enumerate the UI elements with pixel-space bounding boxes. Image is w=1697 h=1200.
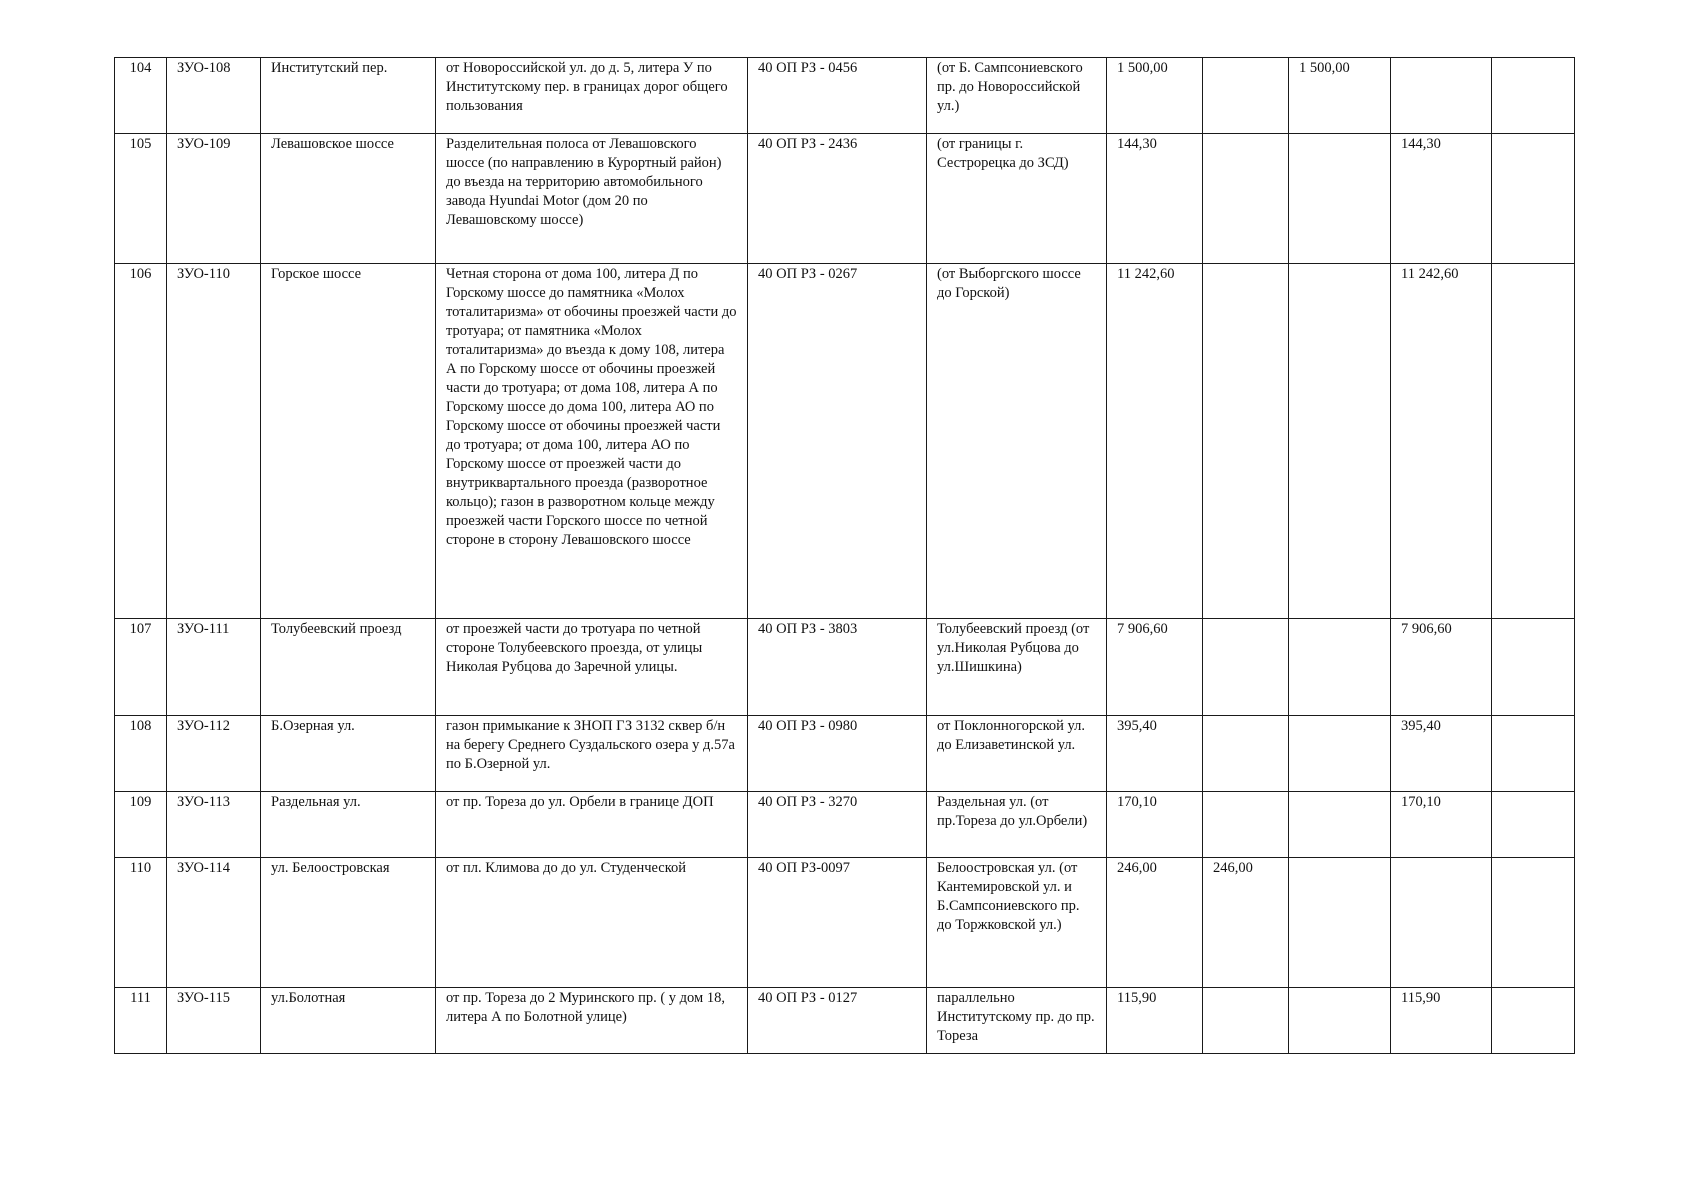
cell-road-id: 40 ОП РЗ - 0267 <box>748 264 927 619</box>
cell-area-column-11 <box>1492 988 1575 1054</box>
cell-street-name: Б.Озерная ул. <box>261 716 436 792</box>
cell-area-column-9 <box>1289 619 1391 716</box>
cell-area-column-8: 246,00 <box>1203 858 1289 988</box>
cell-area-column-11 <box>1492 264 1575 619</box>
cell-road-id: 40 ОП РЗ - 0127 <box>748 988 927 1054</box>
cell-object-code: ЗУО-114 <box>167 858 261 988</box>
cell-road-section: (от Выборгского шоссе до Горской) <box>927 264 1107 619</box>
cell-location-description: Четная сторона от дома 100, литера Д по Горскому шоссе до памятника «Молох тоталитаризма» от обочины проезжей части до тротуара; от памятника «Молох тоталитаризма» до въезда к дому 108, литера А по Горскому шоссе от обочины проезжей части до тротуара; от дома 108, литера А по Горскому шоссе до дома 100, литера АО по Горскому шоссе от обочины проезжей части до тротуара; от дома 100, литера АО по Горскому шоссе от проезжей части до внутриквартального проезда (разворотное кольцо); газон в разворотном кольце между проезжей части Горского шоссе по четной стороне в сторону Левашовского шоссе <box>436 264 748 619</box>
cell-row-number: 111 <box>115 988 167 1054</box>
cell-area-column-10 <box>1391 858 1492 988</box>
cell-area-column-9 <box>1289 264 1391 619</box>
cell-street-name: Институтский пер. <box>261 58 436 134</box>
cell-area-column-10: 115,90 <box>1391 988 1492 1054</box>
cell-area-column-10: 395,40 <box>1391 716 1492 792</box>
cell-area-column-9 <box>1289 858 1391 988</box>
green-zones-registry-table <box>114 57 1575 1054</box>
cell-area-column-11 <box>1492 619 1575 716</box>
cell-area-total: 395,40 <box>1107 716 1203 792</box>
cell-road-section: Белоостровская ул. (от Кантемировской ул. и Б.Сампсониевского пр. до Торжковской ул.) <box>927 858 1107 988</box>
cell-road-section: от Поклонногорской ул. до Елизаветинской ул. <box>927 716 1107 792</box>
cell-object-code: ЗУО-110 <box>167 264 261 619</box>
table-row <box>115 988 1575 1054</box>
cell-area-column-11 <box>1492 134 1575 264</box>
table-body <box>115 58 1575 1054</box>
cell-object-code: ЗУО-113 <box>167 792 261 858</box>
cell-area-column-9 <box>1289 988 1391 1054</box>
cell-area-column-10: 11 242,60 <box>1391 264 1492 619</box>
cell-street-name: ул.Болотная <box>261 988 436 1054</box>
cell-street-name: Горское шоссе <box>261 264 436 619</box>
cell-location-description: от Новороссийской ул. до д. 5, литера У по Институтскому пер. в границах дорог общего пользования <box>436 58 748 134</box>
cell-area-total: 144,30 <box>1107 134 1203 264</box>
cell-area-column-8 <box>1203 792 1289 858</box>
cell-area-total: 1 500,00 <box>1107 58 1203 134</box>
table-row <box>115 58 1575 134</box>
cell-location-description: от пл. Климова до до ул. Студенческой <box>436 858 748 988</box>
cell-area-column-11 <box>1492 858 1575 988</box>
cell-street-name: Раздельная ул. <box>261 792 436 858</box>
cell-object-code: ЗУО-111 <box>167 619 261 716</box>
table-row <box>115 792 1575 858</box>
cell-road-id: 40 ОП РЗ - 0980 <box>748 716 927 792</box>
cell-area-column-8 <box>1203 716 1289 792</box>
cell-area-column-11 <box>1492 792 1575 858</box>
cell-area-total: 115,90 <box>1107 988 1203 1054</box>
cell-row-number: 108 <box>115 716 167 792</box>
cell-road-id: 40 ОП РЗ - 2436 <box>748 134 927 264</box>
cell-area-column-9 <box>1289 716 1391 792</box>
cell-street-name: Толубеевский проезд <box>261 619 436 716</box>
table-row <box>115 858 1575 988</box>
cell-area-column-10 <box>1391 58 1492 134</box>
cell-object-code: ЗУО-115 <box>167 988 261 1054</box>
cell-row-number: 104 <box>115 58 167 134</box>
cell-road-section: параллельно Институтскому пр. до пр. Тореза <box>927 988 1107 1054</box>
cell-area-column-8 <box>1203 134 1289 264</box>
cell-row-number: 105 <box>115 134 167 264</box>
cell-area-total: 170,10 <box>1107 792 1203 858</box>
cell-area-column-9 <box>1289 134 1391 264</box>
cell-road-section: (от границы г. Сестрорецка до ЗСД) <box>927 134 1107 264</box>
cell-area-column-9: 1 500,00 <box>1289 58 1391 134</box>
cell-road-id: 40 ОП РЗ - 3270 <box>748 792 927 858</box>
cell-location-description: от пр. Тореза до 2 Муринского пр. ( у дом 18, литера А по Болотной улице) <box>436 988 748 1054</box>
cell-area-column-8 <box>1203 988 1289 1054</box>
cell-area-total: 7 906,60 <box>1107 619 1203 716</box>
cell-row-number: 107 <box>115 619 167 716</box>
cell-area-total: 11 242,60 <box>1107 264 1203 619</box>
cell-area-column-10: 170,10 <box>1391 792 1492 858</box>
cell-area-column-10: 144,30 <box>1391 134 1492 264</box>
cell-street-name: Левашовское шоссе <box>261 134 436 264</box>
table-row <box>115 716 1575 792</box>
cell-road-section: (от Б. Сампсониевского пр. до Новороссийской ул.) <box>927 58 1107 134</box>
cell-row-number: 106 <box>115 264 167 619</box>
cell-area-column-10: 7 906,60 <box>1391 619 1492 716</box>
cell-row-number: 110 <box>115 858 167 988</box>
cell-location-description: газон примыкание к ЗНОП ГЗ 3132 сквер б/н на берегу Среднего Суздальского озера у д.57а по Б.Озерной ул. <box>436 716 748 792</box>
cell-area-column-8 <box>1203 264 1289 619</box>
cell-road-section: Раздельная ул. (от пр.Тореза до ул.Орбели) <box>927 792 1107 858</box>
cell-area-column-11 <box>1492 58 1575 134</box>
cell-location-description: от проезжей части до тротуара по четной стороне Толубеевского проезда, от улицы Николая Рубцова до Заречной улицы. <box>436 619 748 716</box>
cell-road-id: 40 ОП РЗ-0097 <box>748 858 927 988</box>
table-row <box>115 264 1575 619</box>
cell-object-code: ЗУО-108 <box>167 58 261 134</box>
table-row <box>115 619 1575 716</box>
cell-road-id: 40 ОП РЗ - 0456 <box>748 58 927 134</box>
cell-area-column-9 <box>1289 792 1391 858</box>
cell-row-number: 109 <box>115 792 167 858</box>
cell-area-total: 246,00 <box>1107 858 1203 988</box>
cell-street-name: ул. Белоостровская <box>261 858 436 988</box>
cell-object-code: ЗУО-112 <box>167 716 261 792</box>
cell-location-description: от пр. Тореза до ул. Орбели в границе ДОП <box>436 792 748 858</box>
cell-area-column-11 <box>1492 716 1575 792</box>
cell-area-column-8 <box>1203 619 1289 716</box>
cell-area-column-8 <box>1203 58 1289 134</box>
cell-location-description: Разделительная полоса от Левашовского шоссе (по направлению в Курортный район) до въезда на территорию автомобильного завода Hyundai Motor (дом 20 по Левашовскому шоссе) <box>436 134 748 264</box>
cell-road-id: 40 ОП РЗ - 3803 <box>748 619 927 716</box>
table-row <box>115 134 1575 264</box>
cell-road-section: Толубеевский проезд (от ул.Николая Рубцова до ул.Шишкина) <box>927 619 1107 716</box>
cell-object-code: ЗУО-109 <box>167 134 261 264</box>
